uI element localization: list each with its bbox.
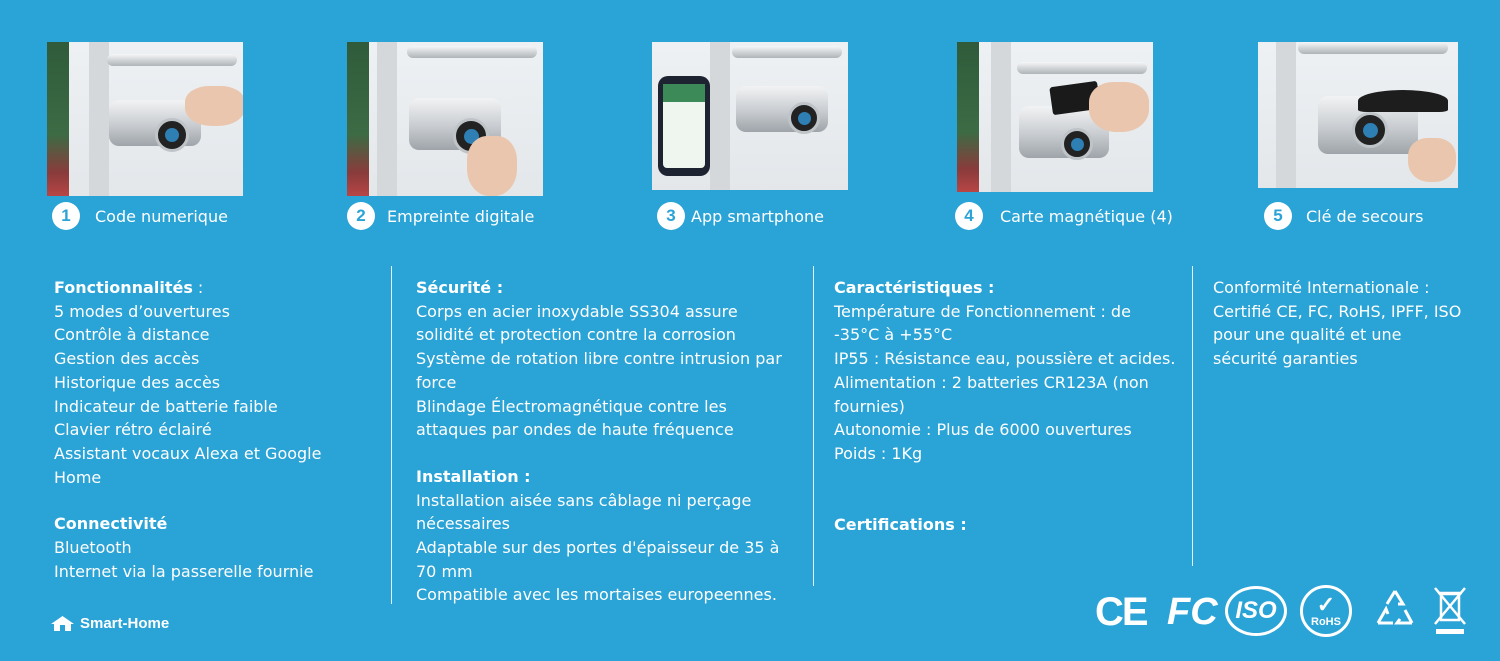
list-item: Autonomie : Plus de 6000 ouvertures xyxy=(834,420,1132,440)
list-item: solidité et protection contre la corrosion xyxy=(416,325,736,345)
list-item: -35°C à +55°C xyxy=(834,325,953,345)
list-item: nécessaires xyxy=(416,514,510,534)
step-number: 3 xyxy=(657,202,685,230)
step-1 xyxy=(52,201,228,231)
list-item: Poids : 1Kg xyxy=(834,443,923,463)
list-item: Compatible avec les mortaises europeennes. xyxy=(416,585,777,605)
list-item: sécurité garanties xyxy=(1213,349,1358,369)
list-item: Adaptable sur des portes d'épaisseur de 35 à xyxy=(416,538,780,558)
security-column xyxy=(416,276,782,607)
column-divider xyxy=(813,266,814,586)
ce-mark: CE xyxy=(1095,589,1147,634)
list-item: Bluetooth xyxy=(54,538,132,558)
list-item: Corps en acier inoxydable SS304 assure xyxy=(416,301,738,321)
step-label: Clé de secours xyxy=(1306,206,1424,226)
list-item: Assistant vocaux Alexa et Google xyxy=(54,443,322,463)
list-item: Température de Fonctionnement : de xyxy=(834,301,1131,321)
list-item: Internet via la passerelle fournie xyxy=(54,561,314,581)
rohs-mark xyxy=(1300,585,1352,637)
certifications-heading: Certifications : xyxy=(834,514,967,534)
house-icon xyxy=(49,615,76,632)
list-item: Installation aisée sans câblage ni perçage xyxy=(416,490,752,510)
photo-cle-de-secours xyxy=(1258,42,1458,188)
features-heading: Fonctionnalités xyxy=(54,278,193,297)
step-label: Empreinte digitale xyxy=(387,206,535,226)
list-item: IP55 : Résistance eau, poussière et acides. xyxy=(834,349,1176,369)
list-item: Blindage Électromagnétique contre les xyxy=(416,396,727,416)
step-2 xyxy=(347,201,534,231)
security-heading: Sécurité : xyxy=(416,278,504,297)
photo-empreinte-digitale xyxy=(347,42,543,196)
crossed-bin-icon xyxy=(1430,583,1470,637)
fc-mark: FC xyxy=(1167,590,1218,633)
list-item: force xyxy=(416,372,457,392)
list-item: Historique des accès xyxy=(54,372,221,392)
check-icon: ✓ xyxy=(1316,592,1336,617)
list-item: 5 modes d’ouvertures xyxy=(54,301,230,321)
connectivity-heading: Connectivité xyxy=(54,514,168,534)
specs-column xyxy=(834,276,1175,536)
photo-code-numerique xyxy=(47,42,243,196)
photo-app-smartphone xyxy=(652,42,848,190)
compliance-column xyxy=(1213,276,1461,371)
column-divider xyxy=(391,266,392,604)
features-column: Fonctionnalités : 5 modes d’ouvertures Contrôle à distance Gestion des accès Historique des accès Indicateur de batterie faible Clavier rétro éclairé Assistant vocaux Alexa et Google Home Connectivité Bluetooth Internet via la passerelle fournie xyxy=(54,276,321,583)
list-item: Home xyxy=(54,467,102,487)
step-3 xyxy=(657,201,824,231)
step-4 xyxy=(955,201,1173,231)
recycle-icon xyxy=(1370,585,1420,635)
list-item: Système de rotation libre contre intrusion par xyxy=(416,349,782,369)
list-item: attaques par ondes de haute fréquence xyxy=(416,420,734,440)
iso-mark: ISO xyxy=(1225,586,1287,636)
list-item: Indicateur de batterie faible xyxy=(54,396,278,416)
list-item: pour une qualité et une xyxy=(1213,325,1402,345)
brand-logo xyxy=(49,615,169,632)
step-label: Code numerique xyxy=(95,206,228,226)
list-item: Clavier rétro éclairé xyxy=(54,420,212,440)
step-number: 2 xyxy=(347,202,375,230)
brand-name: Smart-Home xyxy=(80,615,170,632)
step-label: Carte magnétique (4) xyxy=(1000,206,1173,226)
step-number: 4 xyxy=(955,202,983,230)
list-item: 70 mm xyxy=(416,561,473,581)
list-item: Certifié CE, FC, RoHS, IPFF, ISO xyxy=(1213,301,1462,321)
list-item: Contrôle à distance xyxy=(54,325,210,345)
specs-heading: Caractéristiques : xyxy=(834,278,995,297)
list-item: Alimentation : 2 batteries CR123A (non xyxy=(834,372,1149,392)
rohs-label: RoHS xyxy=(1311,616,1341,628)
list-item: Conformité Internationale : xyxy=(1213,278,1430,297)
installation-heading: Installation : xyxy=(416,466,531,486)
step-number: 1 xyxy=(52,202,80,230)
photo-carte-magnetique xyxy=(957,42,1153,192)
step-5 xyxy=(1264,201,1423,231)
list-item: fournies) xyxy=(834,396,905,416)
step-label: App smartphone xyxy=(691,206,824,226)
step-number: 5 xyxy=(1264,202,1292,230)
list-item: Gestion des accès xyxy=(54,349,200,369)
column-divider xyxy=(1192,266,1193,566)
